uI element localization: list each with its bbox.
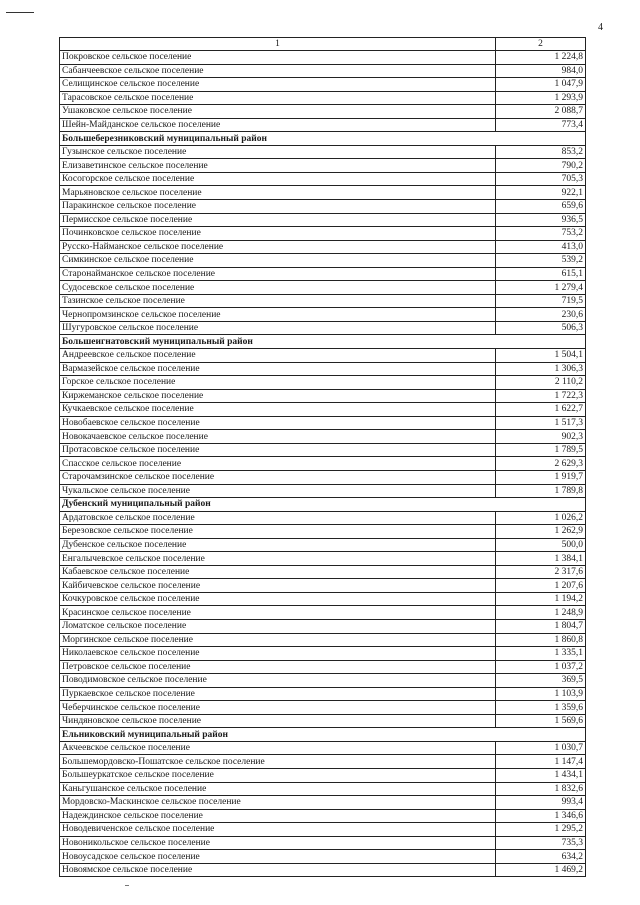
settlement-name: Березовское сельское поселение <box>60 525 496 539</box>
table-row <box>60 118 586 132</box>
settlement-name: Енгалычевское сельское поселение <box>60 552 496 566</box>
table-row <box>60 647 586 661</box>
table-row <box>60 362 586 376</box>
settlement-name: Кабаевское сельское поселение <box>60 565 496 579</box>
settlement-value: 2 629,3 <box>496 457 586 471</box>
settlement-value: 1 026,2 <box>496 511 586 525</box>
settlement-name: Кайбичевское сельское поселение <box>60 579 496 593</box>
settlement-name: Протасовское сельское поселение <box>60 443 496 457</box>
settlement-name: Большемордовско-Пошатское сельское поселение <box>60 755 496 769</box>
table-row <box>60 565 586 579</box>
table-row <box>60 660 586 674</box>
settlement-value: 773,4 <box>496 118 586 132</box>
settlement-value: 790,2 <box>496 159 586 173</box>
table-row <box>60 159 586 173</box>
table-row <box>60 78 586 92</box>
district-row <box>60 335 586 349</box>
settlement-name: Новокачаевское сельское поселение <box>60 430 496 444</box>
settlement-value: 1 306,3 <box>496 362 586 376</box>
table-row <box>60 579 586 593</box>
settlement-name: Чеберчинское сельское поселение <box>60 701 496 715</box>
table-body <box>60 51 586 877</box>
table-row <box>60 782 586 796</box>
settlement-value: 230,6 <box>496 308 586 322</box>
table-row <box>60 484 586 498</box>
settlement-name: Покровское сельское поселение <box>60 51 496 65</box>
district-name: Большеберезниковский муниципальный район <box>60 132 586 146</box>
district-name: Ельниковский муниципальный район <box>60 728 586 742</box>
settlement-name: Пуркаевское сельское поселение <box>60 687 496 701</box>
settlement-value: 936,5 <box>496 213 586 227</box>
settlement-name: Акчеевское сельское поселение <box>60 741 496 755</box>
table-row <box>60 105 586 119</box>
settlement-value: 735,3 <box>496 836 586 850</box>
settlement-value: 413,0 <box>496 240 586 254</box>
district-name: Дубенский муниципальный район <box>60 498 586 512</box>
settlement-value: 369,5 <box>496 674 586 688</box>
page-number: 4 <box>598 22 603 33</box>
settlement-value: 1 622,7 <box>496 403 586 417</box>
settlement-name: Новоусадское сельское поселение <box>60 850 496 864</box>
settlement-name: Большеуркатское сельское поселение <box>60 768 496 782</box>
settlement-value: 753,2 <box>496 227 586 241</box>
settlement-value: 1 517,3 <box>496 416 586 430</box>
settlement-value: 1 919,7 <box>496 470 586 484</box>
settlement-name: Мордовско-Маскинское сельское поселение <box>60 796 496 810</box>
table-row <box>60 267 586 281</box>
table-row <box>60 349 586 363</box>
table-row <box>60 823 586 837</box>
settlement-name: Сабанчеевское сельское поселение <box>60 64 496 78</box>
table-row <box>60 538 586 552</box>
settlement-name: Селищинское сельское поселение <box>60 78 496 92</box>
settlement-name: Шугуровское сельское поселение <box>60 321 496 335</box>
settlement-value: 1 569,6 <box>496 714 586 728</box>
settlement-value: 1 037,2 <box>496 660 586 674</box>
settlement-name: Новоникольское сельское поселение <box>60 836 496 850</box>
table-row <box>60 443 586 457</box>
settlement-value: 1 434,1 <box>496 768 586 782</box>
settlement-name: Гузынское сельское поселение <box>60 145 496 159</box>
settlement-value: 615,1 <box>496 267 586 281</box>
settlement-name: Надеждинское сельское поселение <box>60 809 496 823</box>
settlement-name: Симкинское сельское поселение <box>60 254 496 268</box>
settlement-value: 1 047,9 <box>496 78 586 92</box>
settlement-name: Киржеманское сельское поселение <box>60 389 496 403</box>
table-row <box>60 240 586 254</box>
table-row <box>60 416 586 430</box>
settlement-value: 659,6 <box>496 200 586 214</box>
table-row <box>60 213 586 227</box>
settlement-name: Андреевское сельское поселение <box>60 349 496 363</box>
settlement-value: 2 088,7 <box>496 105 586 119</box>
table-row <box>60 403 586 417</box>
table-row <box>60 755 586 769</box>
table-row <box>60 389 586 403</box>
settlement-name: Паракинское сельское поселение <box>60 200 496 214</box>
settlement-value: 1 295,2 <box>496 823 586 837</box>
settlement-value: 1 832,6 <box>496 782 586 796</box>
table-row <box>60 51 586 65</box>
settlement-name: Ардатовское сельское поселение <box>60 511 496 525</box>
settlement-name: Ломатское сельское поселение <box>60 619 496 633</box>
table-row <box>60 525 586 539</box>
settlement-value: 1 346,6 <box>496 809 586 823</box>
settlement-value: 1 207,6 <box>496 579 586 593</box>
table-row <box>60 470 586 484</box>
settlement-value: 1 789,5 <box>496 443 586 457</box>
settlement-value: 2 317,6 <box>496 565 586 579</box>
table-row <box>60 281 586 295</box>
settlement-name: Горское сельское поселение <box>60 376 496 390</box>
settlement-name: Новоямское сельское поселение <box>60 863 496 877</box>
table-row <box>60 376 586 390</box>
settlement-value: 1 384,1 <box>496 552 586 566</box>
settlement-value: 1 804,7 <box>496 619 586 633</box>
settlement-name: Елизаветинское сельское поселение <box>60 159 496 173</box>
settlement-value: 539,2 <box>496 254 586 268</box>
settlement-value: 1 262,9 <box>496 525 586 539</box>
settlement-name: Марьяновское сельское поселение <box>60 186 496 200</box>
settlement-value: 1 030,7 <box>496 741 586 755</box>
settlement-name: Спасское сельское поселение <box>60 457 496 471</box>
settlement-value: 1 224,8 <box>496 51 586 65</box>
scan-speck <box>125 885 129 886</box>
table-row <box>60 294 586 308</box>
settlement-value: 2 110,2 <box>496 376 586 390</box>
table-row <box>60 186 586 200</box>
settlement-name: Чернопромзинское сельское поселение <box>60 308 496 322</box>
settlement-value: 902,3 <box>496 430 586 444</box>
settlement-name: Тарасовское сельское поселение <box>60 91 496 105</box>
settlement-value: 984,0 <box>496 64 586 78</box>
budget-table <box>59 37 586 877</box>
table-row <box>60 863 586 877</box>
settlement-value: 1 469,2 <box>496 863 586 877</box>
district-row <box>60 132 586 146</box>
settlement-name: Починковское сельское поселение <box>60 227 496 241</box>
table-row <box>60 741 586 755</box>
table-row <box>60 796 586 810</box>
column-header-2: 2 <box>496 38 586 51</box>
settlement-value: 1 103,9 <box>496 687 586 701</box>
table-row <box>60 619 586 633</box>
table-row <box>60 64 586 78</box>
settlement-name: Поводимовское сельское поселение <box>60 674 496 688</box>
district-name: Большеигнатовский муниципальный район <box>60 335 586 349</box>
settlement-name: Шейн-Майданское сельское поселение <box>60 118 496 132</box>
settlement-value: 1 504,1 <box>496 349 586 363</box>
table-row <box>60 457 586 471</box>
settlement-value: 1 789,8 <box>496 484 586 498</box>
district-row <box>60 498 586 512</box>
table-row <box>60 850 586 864</box>
settlement-value: 993,4 <box>496 796 586 810</box>
settlement-name: Судосевское сельское поселение <box>60 281 496 295</box>
table-row <box>60 633 586 647</box>
table-row <box>60 172 586 186</box>
settlement-value: 1 293,9 <box>496 91 586 105</box>
table-row <box>60 768 586 782</box>
corner-mark <box>6 12 34 13</box>
settlement-value: 634,2 <box>496 850 586 864</box>
table-row <box>60 674 586 688</box>
table-row <box>60 511 586 525</box>
table-row <box>60 809 586 823</box>
settlement-name: Чиндяновское сельское поселение <box>60 714 496 728</box>
table-header-row <box>60 38 586 51</box>
column-header-1: 1 <box>60 38 496 51</box>
settlement-name: Пермисское сельское поселение <box>60 213 496 227</box>
settlement-value: 500,0 <box>496 538 586 552</box>
settlement-name: Тазинское сельское поселение <box>60 294 496 308</box>
settlement-name: Кочкуровское сельское поселение <box>60 592 496 606</box>
settlement-value: 1 147,4 <box>496 755 586 769</box>
settlement-value: 853,2 <box>496 145 586 159</box>
settlement-name: Вармазейское сельское поселение <box>60 362 496 376</box>
settlement-value: 1 335,1 <box>496 647 586 661</box>
table-row <box>60 308 586 322</box>
district-row <box>60 728 586 742</box>
table-row <box>60 714 586 728</box>
settlement-value: 1 722,3 <box>496 389 586 403</box>
settlement-name: Новобаевское сельское поселение <box>60 416 496 430</box>
table-row <box>60 227 586 241</box>
settlement-value: 719,5 <box>496 294 586 308</box>
settlement-name: Николаевское сельское поселение <box>60 647 496 661</box>
settlement-name: Косогорское сельское поселение <box>60 172 496 186</box>
settlement-value: 705,3 <box>496 172 586 186</box>
settlement-value: 1 279,4 <box>496 281 586 295</box>
settlement-name: Кучкаевское сельское поселение <box>60 403 496 417</box>
settlement-value: 1 248,9 <box>496 606 586 620</box>
settlement-name: Старонайманское сельское поселение <box>60 267 496 281</box>
table-row <box>60 200 586 214</box>
settlement-name: Чукальское сельское поселение <box>60 484 496 498</box>
settlement-value: 506,3 <box>496 321 586 335</box>
table-row <box>60 606 586 620</box>
table-row <box>60 836 586 850</box>
settlement-name: Красинское сельское поселение <box>60 606 496 620</box>
settlement-name: Ушаковское сельское поселение <box>60 105 496 119</box>
table-row <box>60 254 586 268</box>
table-row <box>60 91 586 105</box>
settlement-value: 1 860,8 <box>496 633 586 647</box>
table-row <box>60 430 586 444</box>
settlement-name: Русско-Найманское сельское поселение <box>60 240 496 254</box>
settlement-name: Старочамзинское сельское поселение <box>60 470 496 484</box>
table-row <box>60 592 586 606</box>
settlement-name: Каньгушанское сельское поселение <box>60 782 496 796</box>
settlement-name: Дубенское сельское поселение <box>60 538 496 552</box>
table-row <box>60 552 586 566</box>
table-row <box>60 321 586 335</box>
table-row <box>60 145 586 159</box>
table-row <box>60 687 586 701</box>
settlement-name: Моргинское сельское поселение <box>60 633 496 647</box>
settlement-name: Петровское сельское поселение <box>60 660 496 674</box>
settlement-name: Новодевиченское сельское поселение <box>60 823 496 837</box>
settlement-value: 1 194,2 <box>496 592 586 606</box>
table-row <box>60 701 586 715</box>
settlement-value: 1 359,6 <box>496 701 586 715</box>
settlement-value: 922,1 <box>496 186 586 200</box>
